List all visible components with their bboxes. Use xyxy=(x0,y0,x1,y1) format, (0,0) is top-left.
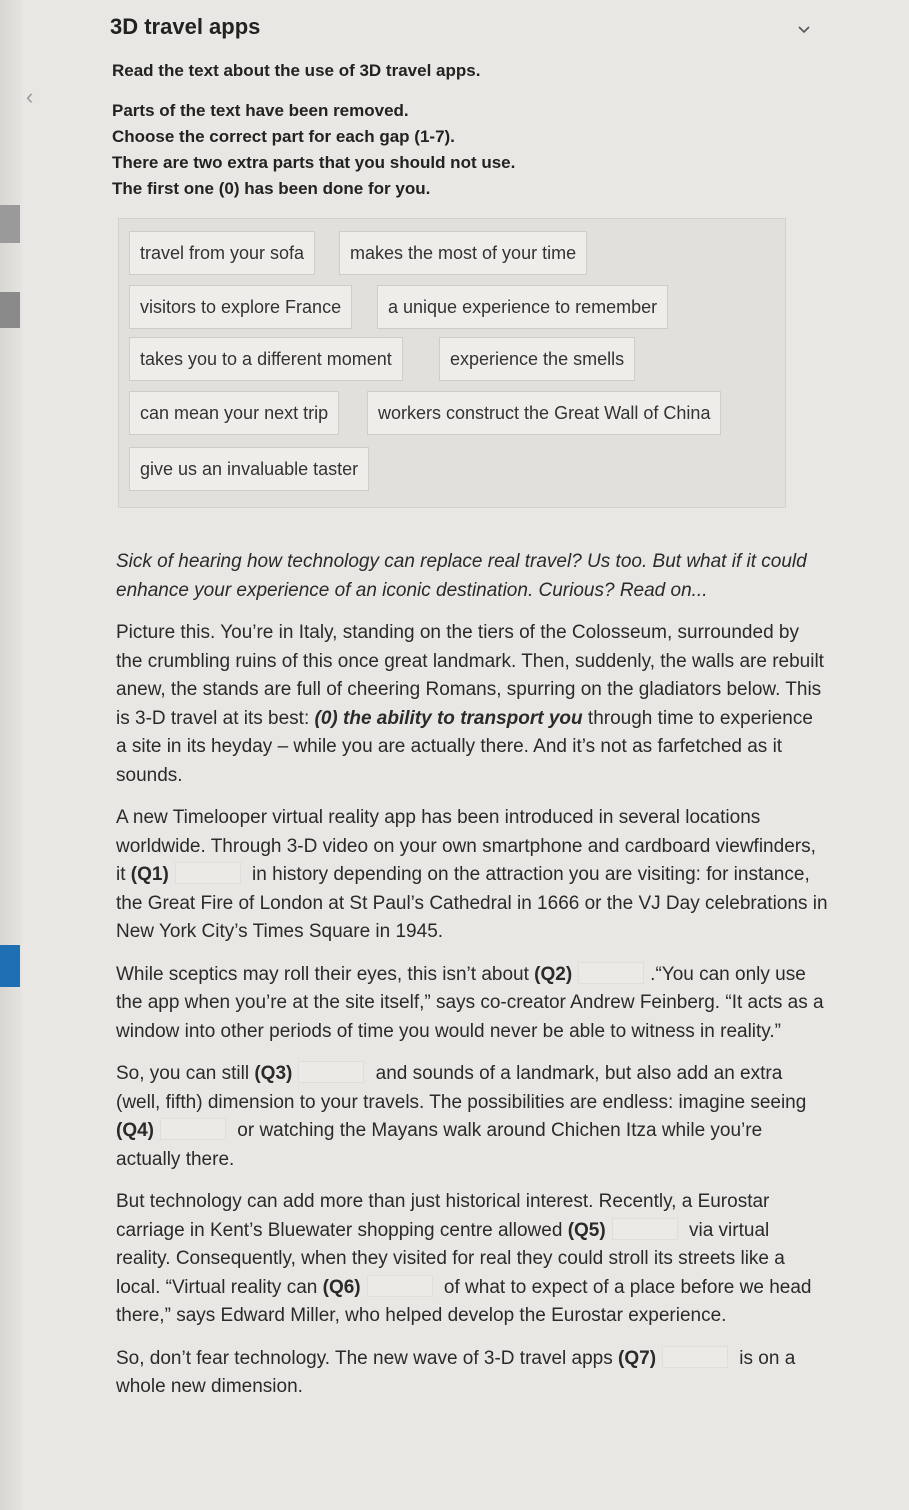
article-paragraph xyxy=(116,1188,828,1331)
paragraph-text: .“You can only use the app when you’re at the site itself,” says co-creator Andrew Feinberg. “It acts as a window into other periods of time you would never be able to witness in reality.” xyxy=(116,963,824,1042)
paragraph-text: via virtual reality. Consequently, when they visited for real they could stroll its streets like a local. “Virtual reality can xyxy=(116,1219,785,1298)
option-chip[interactable]: give us an invaluable taster xyxy=(129,447,369,491)
gap-label-q6: (Q6) xyxy=(322,1276,361,1298)
paragraph-text: and sounds of a landmark, but also add an extra (well, fifth) dimension to your travels. The possibilities are endless: imagine seeing xyxy=(116,1063,807,1113)
edge-marker xyxy=(0,292,20,328)
gap-drop-zone-q4[interactable] xyxy=(160,1118,226,1140)
paragraph-text: or watching the Mayans walk around Chichen Itza while you’re actually there. xyxy=(116,1120,763,1170)
gap-label-q5: (Q5) xyxy=(567,1219,606,1241)
gap-drop-zone-q3[interactable] xyxy=(298,1061,364,1083)
paragraph-text: through time to experience a site in its heyday – while you are actually there. And it’s not as farfetched as it sounds. xyxy=(116,707,813,786)
option-chip[interactable]: travel from your sofa xyxy=(129,231,315,275)
chevron-left-icon[interactable]: ‹ xyxy=(26,84,34,109)
paragraph-text: But technology can add more than just historical interest. Recently, a Eurostar carriage in Kent’s Bluewater shopping centre allowed xyxy=(116,1191,770,1241)
article-paragraph xyxy=(116,619,828,790)
gap-drop-zone-q5[interactable] xyxy=(612,1218,678,1240)
page-title: 3D travel apps xyxy=(110,14,261,39)
left-edge-panel xyxy=(0,0,22,1510)
paragraph-text: So, don’t fear technology. The new wave of 3-D travel apps xyxy=(116,1347,619,1369)
option-chip[interactable]: takes you to a different moment xyxy=(129,337,403,381)
option-chip[interactable]: visitors to explore France xyxy=(129,285,352,329)
instruction-line: The first one (0) has been done for you. xyxy=(112,179,431,198)
option-chip[interactable]: can mean your next trip xyxy=(129,391,339,435)
instruction-line: Read the text about the use of 3D travel apps. xyxy=(112,61,481,80)
option-chip[interactable]: experience the smells xyxy=(439,337,635,381)
gap-drop-zone-q6[interactable] xyxy=(367,1275,433,1297)
gap-drop-zone-q7[interactable] xyxy=(662,1346,728,1368)
article-paragraph xyxy=(116,961,828,1047)
chevron-down-icon[interactable] xyxy=(796,22,812,38)
paragraph-text: of what to expect of a place before we head there,” says Edward Miller, who helped develop the Eurostar experience. xyxy=(116,1276,812,1326)
gap-label-q7: (Q7) xyxy=(618,1347,657,1369)
gap-label-q2: (Q2) xyxy=(534,963,573,985)
gap-label-q1: (Q1) xyxy=(130,864,169,885)
paragraph-text: Picture this. You’re in Italy, standing on the tiers of the Colosseum, surrounded by the crumbling ruins of this once great landmark. Then, suddenly, the walls are rebuilt anew, the stands are full of cheering Romans, spurring on the gladiators below. This is 3-D travel at its best: xyxy=(116,622,824,729)
article-intro: Sick of hearing how technology can replace real travel? Us too. But what if it could enhance your experience of an iconic destination. Curious? Read on... xyxy=(116,551,807,601)
gap-label-q3: (Q3) xyxy=(254,1063,293,1084)
example-answer: (0) the ability to transport you xyxy=(314,707,583,729)
answer-options-panel xyxy=(118,218,786,508)
paragraph-text: So, you can still xyxy=(116,1063,255,1084)
paragraph-text: in history depending on the attraction you are visiting: for instance, the Great Fire of London at St Paul’s Cathedral in 1666 or the VJ Day celebrations in New York City’s Times Square in 1945. xyxy=(116,864,828,942)
instruction-line: Parts of the text have been removed. xyxy=(112,101,409,120)
gap-drop-zone-q2[interactable] xyxy=(578,962,644,984)
paragraph-text: While sceptics may roll their eyes, this isn’t about xyxy=(116,963,535,985)
instruction-line: Choose the correct part for each gap (1-7). xyxy=(112,127,455,146)
paragraph-text: is on a whole new dimension. xyxy=(116,1347,796,1397)
option-chip[interactable]: makes the most of your time xyxy=(339,231,587,275)
option-chip[interactable]: a unique experience to remember xyxy=(377,285,668,329)
article-text xyxy=(116,548,828,1416)
instruction-line: There are two extra parts that you should not use. xyxy=(112,153,516,172)
article-paragraph xyxy=(116,1060,828,1174)
article-paragraph xyxy=(116,1345,828,1402)
gap-drop-zone-q1[interactable] xyxy=(175,862,241,884)
article-paragraph xyxy=(116,804,828,947)
instructions xyxy=(112,58,515,202)
option-chip[interactable]: workers construct the Great Wall of China xyxy=(367,391,721,435)
paragraph-text: A new Timelooper virtual reality app has been introduced in several locations worldwide. Through 3-D video on your own smartphone and cardboard viewfinders, it xyxy=(116,807,816,885)
active-edge-marker xyxy=(0,945,20,987)
gap-label-q4: (Q4) xyxy=(116,1120,154,1141)
edge-marker xyxy=(0,205,20,243)
